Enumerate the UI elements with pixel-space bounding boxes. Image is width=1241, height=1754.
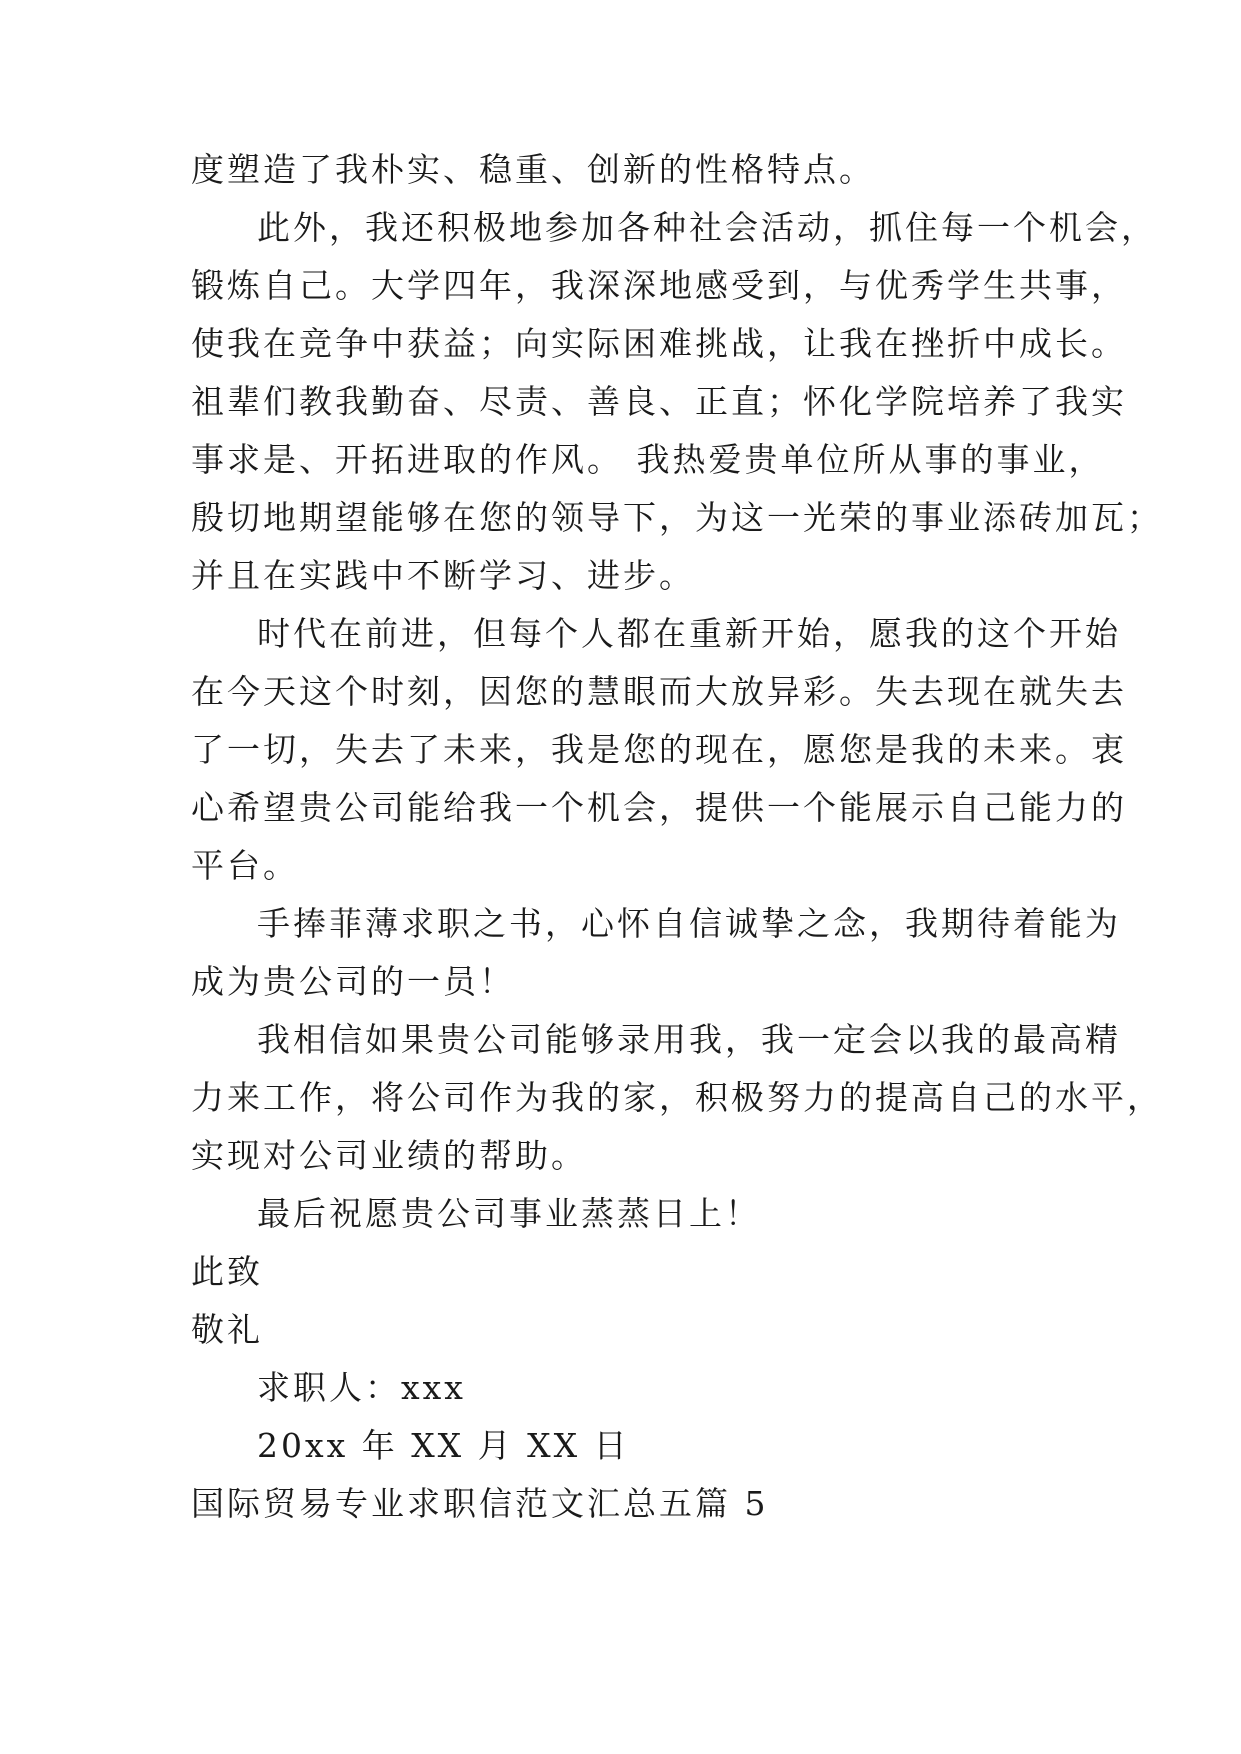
paragraph-line: 度塑造了我朴实、稳重、创新的性格特点。 — [191, 150, 875, 189]
paragraph-line: 祖辈们教我勤奋、尽责、善良、正直；怀化学院培养了我实 — [191, 382, 1127, 421]
salutation-jingli: 敬礼 — [191, 1310, 263, 1349]
paragraph-line: 了一切，失去了未来，我是您的现在，愿您是我的未来。衷 — [191, 730, 1127, 769]
paragraph-line: 并且在实践中不断学习、进步。 — [191, 556, 695, 595]
closing-wish: 最后祝愿贵公司事业蒸蒸日上！ — [257, 1194, 761, 1233]
paragraph-line: 殷切地期望能够在您的领导下，为这一光荣的事业添砖加瓦； — [191, 498, 1163, 537]
paragraph-line: 手捧菲薄求职之书，心怀自信诚挚之念，我期待着能为 — [257, 904, 1121, 943]
salutation-cizhi: 此致 — [191, 1252, 263, 1291]
paragraph-line: 平台。 — [191, 846, 299, 885]
applicant-signature: 求职人：xxx — [257, 1368, 466, 1407]
paragraph-line: 使我在竞争中获益；向实际困难挑战，让我在挫折中成长。 — [191, 324, 1127, 363]
paragraph-line: 心希望贵公司能给我一个机会，提供一个能展示自己能力的 — [191, 788, 1127, 827]
paragraph-line: 力来工作，将公司作为我的家，积极努力的提高自己的水平， — [191, 1078, 1163, 1117]
section-heading: 国际贸易专业求职信范文汇总五篇 5 — [191, 1484, 769, 1523]
letter-date: 20xx 年 XX 月 XX 日 — [257, 1426, 630, 1465]
paragraph-line: 此外，我还积极地参加各种社会活动，抓住每一个机会， — [257, 208, 1157, 247]
paragraph-line: 时代在前进，但每个人都在重新开始，愿我的这个开始 — [257, 614, 1121, 653]
paragraph-line: 成为贵公司的一员！ — [191, 962, 515, 1001]
paragraph-line: 我相信如果贵公司能够录用我，我一定会以我的最高精 — [257, 1020, 1121, 1059]
paragraph-line: 事求是、开拓进取的作风。 我热爱贵单位所从事的事业， — [191, 440, 1105, 479]
paragraph-line: 在今天这个时刻，因您的慧眼而大放异彩。失去现在就失去 — [191, 672, 1127, 711]
paragraph-line: 实现对公司业绩的帮助。 — [191, 1136, 587, 1175]
paragraph-line: 锻炼自己。大学四年，我深深地感受到，与优秀学生共事， — [191, 266, 1127, 305]
